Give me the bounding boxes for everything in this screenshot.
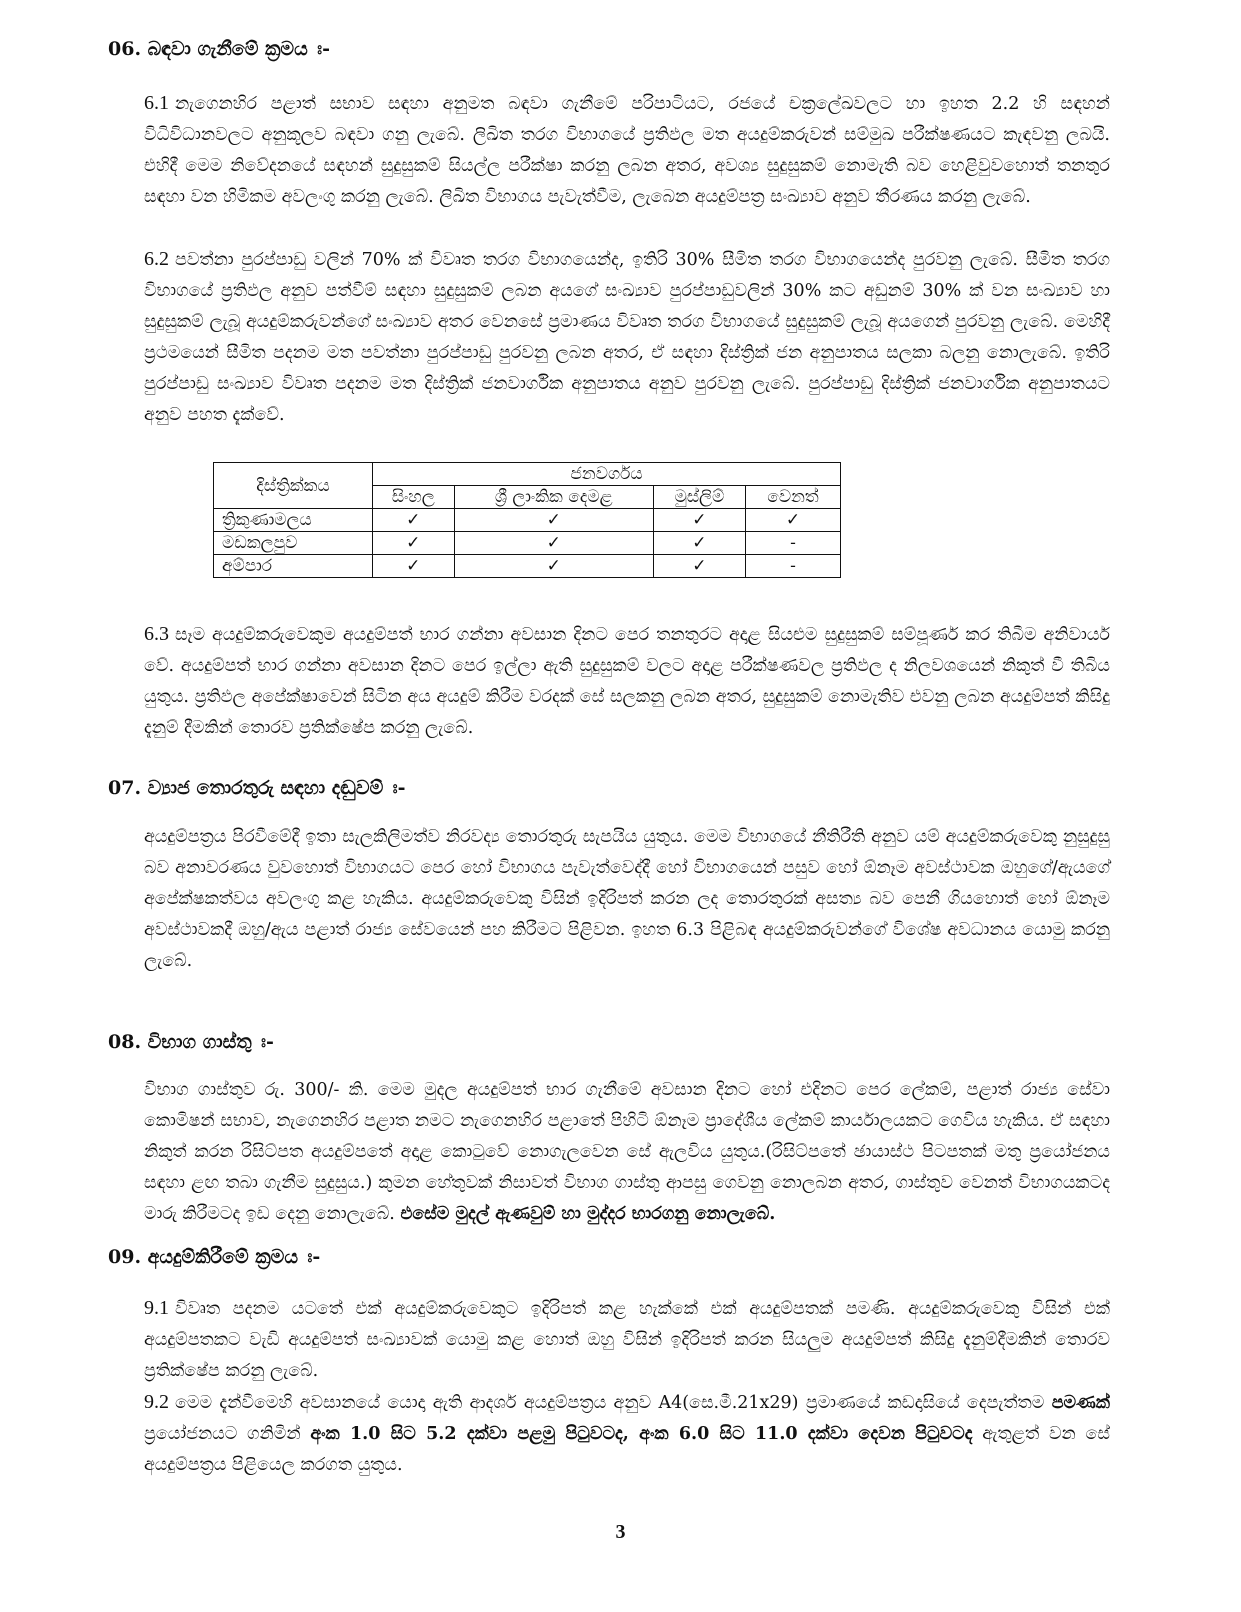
ethnic-ratio-table bbox=[213, 462, 841, 578]
paragraph-9-2 bbox=[144, 1387, 1110, 1481]
paragraph-6-1 bbox=[144, 88, 1110, 213]
paragraph-number: 6.3 bbox=[144, 623, 169, 645]
district-cell: අම්පාර bbox=[214, 555, 373, 578]
table-cell: ✓ bbox=[373, 532, 455, 555]
column-header: වෙනත් bbox=[746, 486, 841, 509]
table-cell: - bbox=[746, 532, 841, 555]
column-header: සිංහල bbox=[373, 486, 455, 509]
section-08-text bbox=[144, 1075, 1110, 1230]
section-08-heading: 08. විභාග ගාස්තු ඃ- bbox=[108, 1031, 274, 1053]
section-07-text: අයදුම්පත්‍රය පිරවීමේදී ඉතා සැලකිලිමත්ව නිරවද්‍ය තොරතුරු සැපයිය යුතුය. මෙම විභාගයේ නීතිරීති අනුව යම් අයදුම්කරුවෙකු නුසුදුසු බව අනාවරණය වුවහොත් විභාගයට පෙර හෝ විභාගය පැවැත්වෙද්දී හෝ විභාගයෙන් පසුව හෝ ඕනෑම අවස්ථාවක ඔහුගේ/ඇයගේ අපේක්ෂකත්වය අවලංගු කළ හැකිය. අයදුම්කරුවෙකු විසින් ඉදිරිපත් කරන ලද තොරතුරක් අසත්‍ය බව පෙනී ගියහොත් හෝ ඕනෑම අවස්ථාවකදී ඔහු/ඇය පළාත් රාජ්‍ය සේවයෙන් පහ කිරීමට පිළිවන. ඉහත 6.3 පිළිබඳ අයදුම්කරුවන්ගේ විශේෂ අවධානය යොමු කරනු ලැබේ. bbox=[144, 827, 1110, 971]
paragraph-text: විවෘත පදනම යටතේ එක් අයදුම්කරුවෙකුට ඉදිරිපත් කළ හැක්කේ එක් අයදුම්පතක් පමණි. අයදුම්කරුවෙකු විසින් එක් අයදුම්පතකට වැඩි අයදුම්පත් සංඛ්‍යාවක් යොමු කළ හොත් ඔහු විසින් ඉදිරිපත් කරන සියලුම අයදුම්පත් කිසිදු දැනුම්දීමකින් තොරව ප්‍රතික්ෂේප කරනු ලැබේ. bbox=[144, 1299, 1110, 1381]
table-cell: ✓ bbox=[653, 532, 745, 555]
paragraph-number: 9.2 bbox=[144, 1391, 169, 1413]
paragraph-text: ඇතුළත් වන සේ අයදුම්පත්‍රය පිළියෙල කරගත යුතුය. bbox=[144, 1424, 1110, 1475]
district-column-header: දිස්ත්‍රික්කය bbox=[214, 463, 373, 509]
paragraph-text: මෙම දැන්වීමෙහි අවසානයේ යොදා ඇති ආදර්ශ අයදුම්පත්‍රය අනුව A4(සෙ.මී.21x29) ප්‍රමාණයේ කඩදාසියේ දෙපැත්තම bbox=[175, 1393, 1045, 1413]
paragraph-number: 6.2 bbox=[144, 248, 169, 270]
paragraph-bold: අංක 1.0 සිට 5.2 දක්වා පළමු පිටුවටද, අංක 6.0 සිට 11.0 දක්වා දෙවන පිටුවටද bbox=[310, 1424, 973, 1444]
paragraph-bold: පමණක් bbox=[1051, 1393, 1110, 1413]
table-cell: ✓ bbox=[653, 555, 745, 578]
table-row bbox=[214, 509, 841, 532]
table-cell: ✓ bbox=[454, 555, 653, 578]
table-row bbox=[214, 555, 841, 578]
table-cell: ✓ bbox=[454, 532, 653, 555]
section-08-body: විභාග ගාස්තුව රු. 300/- කි. මෙම මුදල අයදුම්පත් භාර ගැනීමේ අවසාන දිනට හෝ එදිනට පෙර ලේකම්, පළාත් රාජ්‍ය සේවා කොමිෂන් සභාව, නැගෙනහිර පළාත නමට නැගෙනහිර පළාතේ පිහිටි ඕනෑම ප්‍රාදේශීය ලේකම් කාර්යාලයකට ගෙවිය හැකිය. ඒ සඳහා නිකුත් කරන රිසිට්පත අයදුම්පතේ අදාළ කොටුවේ නොගැලවෙන සේ ඇලවිය යුතුය.(රිසිට්පතේ ඡායාස්ථ පිටපතක් මතු ප්‍රයෝජනය සඳහා ළඟ තබා ගැනීම සුදුසුය.) කුමන හේතුවක් නිසාවත් විභාග ගාස්තු ආපසු ගෙවනු නොලබන අතර, ගාස්තුව වෙනත් විභාගයකටද මාරු කිරීමටද ඉඩ දෙනු නොලැබේ. bbox=[144, 1080, 1110, 1224]
page-number: 3 bbox=[615, 1521, 626, 1543]
paragraph-number: 9.1 bbox=[144, 1297, 169, 1319]
section-07-heading: 07. ව්‍යාජ තොරතුරු සඳහා දඬුවම් ඃ- bbox=[108, 777, 406, 799]
table-cell: ✓ bbox=[653, 509, 745, 532]
paragraph-number: 6.1 bbox=[144, 92, 169, 114]
paragraph-9-1 bbox=[144, 1293, 1110, 1387]
paragraph-text: සෑම අයදුම්කරුවෙකුම අයදුම්පත් භාර ගන්නා අවසාන දිනට පෙර තනතුරට අදාළ සියළුම සුදුසුකම් සම්පූර්ණ කර තිබීම අනිවාර්ය වේ. අයදුම්පත් භාර ගන්නා අවසාන දිනට පෙර ඉල්ලා ඇති සුදුසුකම් වලට අදාළ පරීක්ෂණවල ප්‍රතිඵල ද නිලවශයෙන් නිකුත් වී තිබිය යුතුය. ප්‍රතිඵල අපේක්ෂාවෙන් සිටින අය අයදුම් කිරීම වරදක් සේ සලකනු ලබන අතර, සුදුසුකම් නොමැතිව එවනු ලබන අයදුම්පත් කිසිදු දැනුම් දීමකින් තොරව ප්‍රතික්ෂේප කරනු ලැබේ. bbox=[144, 625, 1110, 738]
table-cell: ✓ bbox=[746, 509, 841, 532]
district-cell: ත්‍රිකුණාමලය bbox=[214, 509, 373, 532]
table-row bbox=[214, 532, 841, 555]
table-cell: ✓ bbox=[454, 509, 653, 532]
table-cell: ✓ bbox=[373, 509, 455, 532]
section-08-bold-note: එසේම මුදල් ඇණවුම් හා මුද්දර භාරගනු නොලැබේ. bbox=[400, 1204, 776, 1224]
ethnicity-column-header: ජනවර්ගය bbox=[373, 463, 841, 486]
table-cell: ✓ bbox=[373, 555, 455, 578]
district-cell: මඩකලපුව bbox=[214, 532, 373, 555]
paragraph-text: ප්‍රයෝජනයට ගනිමින් bbox=[144, 1424, 301, 1444]
paragraph-text: නැගෙනහිර පළාත් සභාව සඳහා අනුමත බඳවා ගැනීමේ පරිපාටියට, රජයේ චක්‍රලේඛවලට හා ඉහත 2.2 හි සඳහන් විධිවිධානවලට අනුකූලව බඳවා ගනු ලැබේ. ලිඛිත තරග විභාගයේ ප්‍රතිඵල මත අයදුම්කරුවන් සම්මුඛ පරීක්ෂණයට කැඳවනු ලබයි. එහිදී මෙම නිවේදනයේ සඳහන් සුදුසුකම් සියල්ල පරීක්ෂා කරනු ලබන අතර, අවශ්‍ය සුදුසුකම් නොමැති බව හෙළිවුවහොත් තනතුර සඳහා වන හිමිකම අවලංගු කරනු ලැබේ. ලිඛිත විභාගය පැවැත්වීම, ලැබෙන අයදුම්පත්‍ර සංඛ්‍යාව අනුව තීරණය කරනු ලැබේ. bbox=[144, 94, 1110, 207]
paragraph-6-2 bbox=[144, 244, 1110, 431]
table-cell: - bbox=[746, 555, 841, 578]
paragraph-text: පවත්නා පුරප්පාඩු වලින් 70% ක් විවෘත තරග විභාගයෙන්ද, ඉතිරි 30% සීමිත තරග විභාගයෙන්ද පුරවනු ලැබේ. සීමිත තරග විභාගයේ ප්‍රතිඵල අනුව පත්වීම් සඳහා සුදුසුකම් ලබන අයගේ සංඛ්‍යාව පුරප්පාඩුවලින් 30% කට අඩුනම් 30% ක් වන සංඛ්‍යාව හා සුදුසුකම් ලැබූ අයදුම්කරුවන්ගේ සංඛ්‍යාව අතර වෙනසේ ප්‍රමාණය විවෘත තරග විභාගයේ සුදුසුකම් ලැබූ අයගෙන් පුරවනු ලැබේ. මෙහිදී ප්‍රථමයෙන් සීමිත පදනම මත පවත්නා පුරප්පාඩු පුරවනු ලබන අතර, ඒ සඳහා දිස්ත්‍රික් ජන අනුපාතය සලකා බලනු නොලැබේ. ඉතිරි පුරප්පාඩු සංඛ්‍යාව විවෘත පදනම මත දිස්ත්‍රික් ජනවාර්ගික අනුපාතය අනුව පුරවනු ලැබේ. පුරප්පාඩු දිස්ත්‍රික් ජනවාර්ගික අනුපාතයට අනුව පහත දැක්වේ. bbox=[144, 250, 1110, 425]
section-09-heading: 09. අයදුම්කිරීමේ ක්‍රමය ඃ- bbox=[108, 1246, 321, 1268]
column-header: මුස්ලිම් bbox=[653, 486, 745, 509]
section-06-heading: 06. බඳවා ගැනීමේ ක්‍රමය ඃ- bbox=[108, 38, 330, 60]
paragraph-6-3 bbox=[144, 619, 1110, 744]
column-header: ශ්‍රී ලාංකික දෙමළ bbox=[454, 486, 653, 509]
